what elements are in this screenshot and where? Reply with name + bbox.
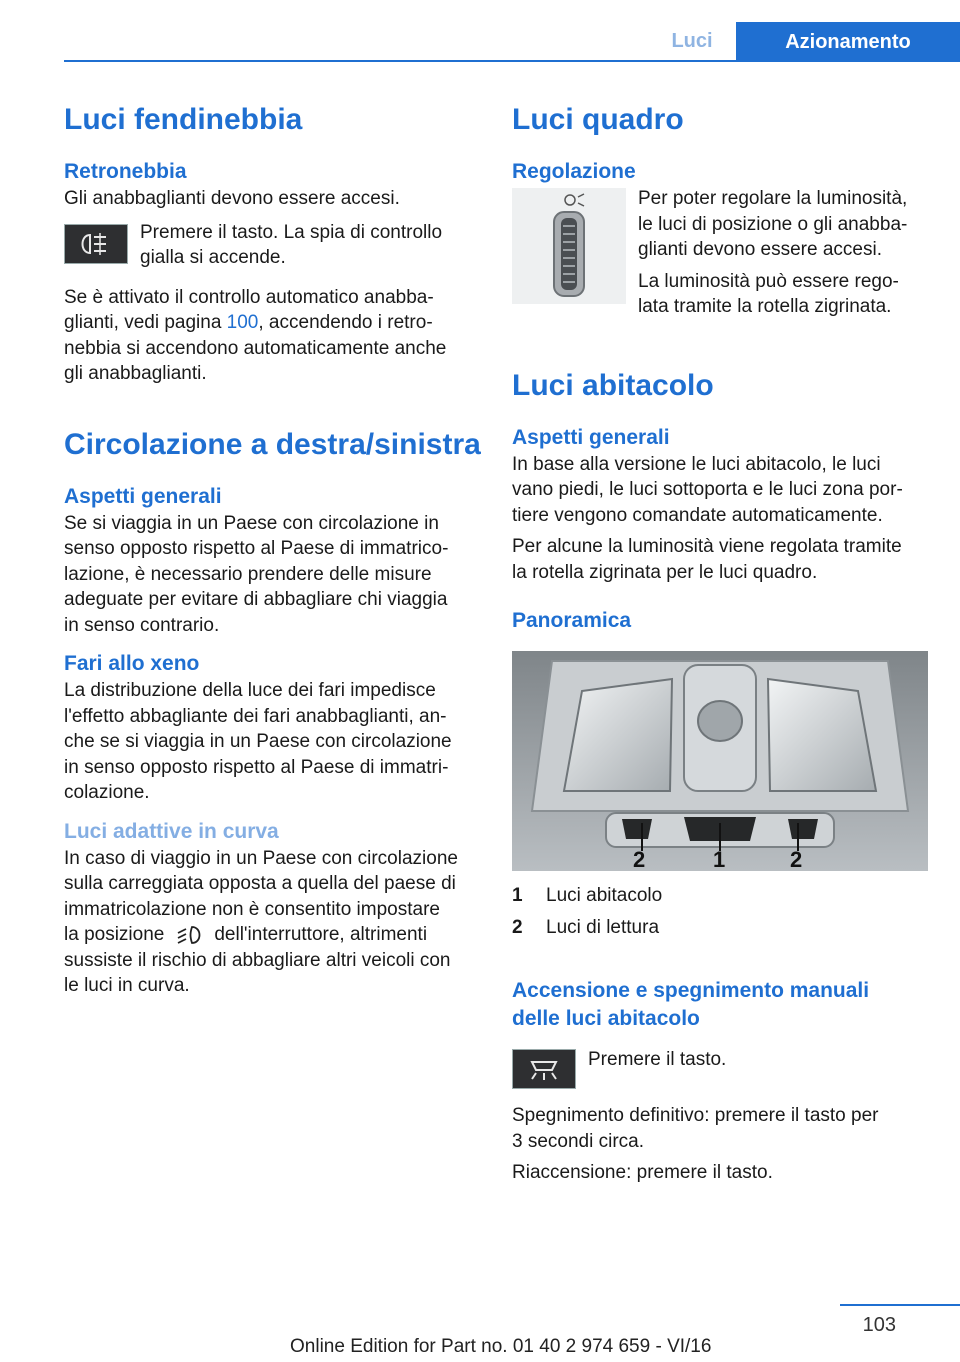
callout-2-right: 2	[790, 847, 803, 871]
dimmer-line: lata tramite la rotella zigrinata.	[638, 296, 892, 317]
interior-line: la rotella zigrinata per le luci quadro.	[512, 561, 818, 583]
interior-button-text: Premere il tasto.	[588, 1049, 727, 1070]
off-line: 3 secondi circa.	[512, 1130, 645, 1152]
manual-heading-line: delle luci abitacolo	[512, 1007, 700, 1030]
xenon-text	[64, 678, 484, 806]
rear-fog-icon-text-1: Premere il tasto. La spia di controllo	[140, 221, 443, 243]
interior-button-row	[512, 1049, 932, 1089]
legend-num: 2	[512, 917, 523, 938]
overhead-console-image	[512, 651, 928, 871]
header-rule	[64, 60, 960, 62]
xenon-line: che se si viaggia in un Paese con circolazione	[64, 731, 452, 752]
dimmer-line: le luci di posizione o gli anabba-	[638, 213, 908, 235]
traffic-side-title: Circolazione a destra/sinistra	[64, 427, 481, 461]
dimmer-wheel-image	[512, 188, 626, 304]
curve-line: In caso di viaggio in un Paese con circolazione	[64, 847, 458, 869]
traffic-line: adeguate per evitare di abbagliare chi viaggia	[64, 589, 448, 610]
fog-lights-title: Luci fendinebbia	[64, 103, 303, 136]
auto-headlight-paragraph	[64, 285, 484, 387]
auto-line-1: Se è attivato il controllo automatico anabba-	[64, 286, 434, 308]
interior-general-heading: Aspetti generali	[512, 425, 670, 449]
interior-general-text	[512, 452, 932, 586]
xenon-line: La distribuzione della luce dei fari impedisce	[64, 680, 436, 701]
interior-line: vano piedi, le luci sottoporta e le luci zona por-	[512, 479, 903, 500]
legend-item	[512, 915, 932, 941]
dash-lights-title: Luci quadro	[512, 103, 684, 136]
rear-fog-icon-text-2: gialla si accende.	[140, 247, 286, 268]
legend-list	[512, 883, 932, 941]
dimmer-line: Per poter regolare la luminosità,	[638, 188, 908, 209]
adaptive-curve-text	[64, 846, 484, 999]
manual-heading-line: Accensione e spegnimento manuali	[512, 979, 870, 1002]
on-paragraph: Riaccensione: premere il tasto.	[512, 1162, 773, 1183]
auto-line-3: nebbia si accendono automaticamente anche	[64, 337, 447, 359]
curve-line: le luci in curva.	[64, 975, 190, 996]
xenon-heading: Fari allo xeno	[64, 652, 200, 675]
curve-line: sussiste il rischio di abbagliare altri veicoli con	[64, 949, 451, 971]
right-column	[512, 100, 932, 1186]
off-line: Spegnimento definitivo: premere il tasto per	[512, 1105, 879, 1126]
rear-fog-icon-row	[64, 220, 484, 271]
adaptive-headlight-icon	[172, 923, 206, 947]
edition-note: Online Edition for Part no. 01 40 2 974 659 - VI/16	[290, 1336, 712, 1357]
legend-label: Luci di lettura	[546, 917, 660, 938]
curve-line: sulla carreggiata opposta a quella del paese di	[64, 873, 456, 894]
rear-fog-p1: Gli anabbaglianti devono essere accesi.	[64, 188, 400, 209]
interior-line: Per alcune la luminosità viene regolata tramite	[512, 536, 902, 557]
legend-label: Luci abitacolo	[546, 885, 663, 906]
interior-line: tiere vengono comandate automaticamente.	[512, 504, 883, 526]
overhead-console-photo	[512, 651, 928, 871]
xenon-line: in senso opposto rispetto al Paese di immatri-	[64, 756, 449, 778]
rear-fog-button-icon	[64, 224, 128, 264]
traffic-line: senso opposto rispetto al Paese di immatrico-	[64, 538, 449, 559]
manual-heading	[512, 977, 932, 1033]
callout-2-left: 2	[633, 847, 646, 871]
interior-lights-title: Luci abitacolo	[512, 368, 714, 402]
auto-line-2: glianti, vedi pagina 100, accendendo i retro-	[64, 312, 433, 333]
xenon-line: l'effetto abbagliante dei fari anabbaglianti, an-	[64, 705, 447, 727]
dimmer-wheel-icon	[512, 188, 626, 304]
footer-rule	[840, 1304, 960, 1306]
overview-heading: Panoramica	[512, 609, 632, 632]
rear-fog-heading: Retronebbia	[64, 160, 187, 183]
dimmer-line: glianti devono essere accesi.	[638, 239, 882, 260]
legend-num: 1	[512, 885, 523, 906]
traffic-line: lazione, è necessario prendere delle misure	[64, 563, 432, 585]
interior-line: In base alla versione le luci abitacolo, le luci	[512, 453, 881, 475]
legend-item	[512, 883, 932, 909]
adjustment-heading: Regolazione	[512, 160, 636, 183]
adaptive-curve-heading: Luci adattive in curva	[64, 819, 279, 843]
page-number: 103	[862, 1314, 896, 1336]
header-chapter-tab: Azionamento	[736, 22, 960, 62]
traffic-general-heading: Aspetti generali	[64, 484, 222, 508]
traffic-line: Se si viaggia in un Paese con circolazione in	[64, 512, 439, 534]
curve-line: immatricolazione non è consentito impostare	[64, 898, 440, 920]
xenon-line: colazione.	[64, 782, 150, 803]
rear-fog-icon	[76, 231, 116, 257]
traffic-general-text	[64, 511, 484, 639]
interior-light-button-icon	[512, 1049, 576, 1089]
auto-line-4: gli anabbaglianti.	[64, 363, 207, 384]
header-section: Luci	[671, 29, 713, 52]
dimmer-row	[512, 188, 932, 320]
traffic-line: in senso contrario.	[64, 614, 220, 636]
page-link-100[interactable]: 100	[226, 312, 259, 333]
dimmer-text	[638, 186, 907, 320]
left-column	[64, 100, 484, 999]
off-paragraph	[512, 1103, 932, 1154]
dimmer-line: La luminosità può essere rego-	[638, 270, 899, 292]
callout-1: 1	[713, 847, 726, 871]
curve-line-icon: la posizione dell'interruttore, altrimenti	[64, 924, 428, 945]
interior-light-icon	[524, 1056, 564, 1082]
